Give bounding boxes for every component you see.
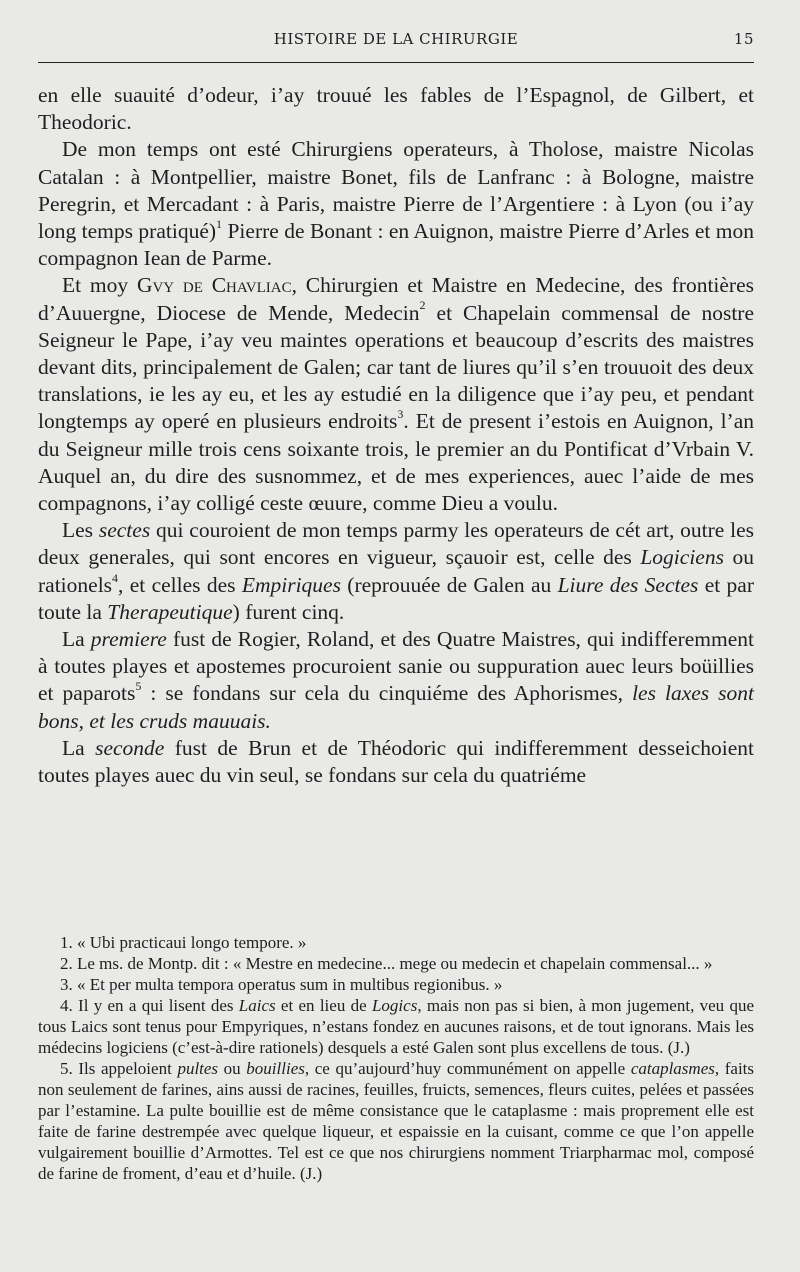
paragraph-4: Les sectes qui couroient de mon temps parmy les operateurs de cét art, outre les deux generales, qui sont encores en vigueur, sçauoir est, celle des Logiciens ou rationels$^4$, et celles des Empiriques (reprouuée de Galen au Liure des Sectes et par toute la Therapeutique) furent cinq.	[38, 518, 755, 624]
running-head	[38, 30, 754, 52]
footnote-ref-4[interactable]: 4	[112, 570, 119, 585]
paragraph-1: en elle suauité d’odeur, i’ay trouué les fables de l’Espagnol, de Gilbert, et Theodoric.	[38, 83, 754, 135]
footnote-1: 1. « Ubi practicaui longo tempore. »	[60, 933, 307, 952]
paragraph-6: La seconde fust de Brun et de Théodoric qui indifferemment desseichoient toutes playes auec du vin seul, se fondans sur cela du quatriéme	[38, 735, 754, 788]
body-text	[38, 82, 754, 789]
footnote-3: 3. « Et per multa tempora operatus sum in multibus regionibus. »	[60, 975, 503, 994]
footnote-ref-5[interactable]: 5	[135, 679, 142, 694]
footnote-ref-3[interactable]: 3	[397, 407, 404, 422]
footnote-2: 2. Le ms. de Montp. dit : « Mestre en medecine... mege ou medecin et chapelain commensal... »	[60, 954, 713, 973]
paragraph-3: Et moy Gvy de Chavliac, Chirurgien et Maistre en Medecine, des frontières d’Auuergne, Diocese de Mende, Medecin$^2$ et Chapelain commensal de nostre Seigneur le Pape, i’ay veu maintes operations et beaucoup d’escrits des maistres devant dits, principalement de Galen; car tant de liures qu’il s’en trouuoit des deux translations, ie les ay eu, et les ay estudié en la diligence que i’ay peu, et pendant longtemps ay operé en plusieurs endroits$^3$. Et de present i’estois en Auignon, l’an du Seigneur mille trois cens soixante trois, le premier an du Pontificat d’Vrbain V. Auquel an, du dire des susnommez, et de mes experiences, auec l’aide de mes compagnons, i’ay colligé ceste œuure, comme Dieu a voulu.	[38, 273, 754, 516]
author-name: Gvy de Chavliac	[136, 273, 292, 298]
footnote-ref-1[interactable]: 1	[216, 216, 223, 231]
footnote-ref-2[interactable]: 2	[419, 298, 426, 313]
page-number: 15	[733, 30, 754, 48]
footnotes	[38, 932, 754, 1184]
header-rule	[38, 62, 754, 63]
footnote-5: 5. Ils appeloient pultes ou bouillies, ce qu’aujourd’huy communément on appelle cataplasmes, faits non seulement de farines, ains aussi de racines, feuilles, fruicts, semences, fleurs cuites, pelées et passées par l’estamine. La pulte bouillie est de même consistance que le cataplasme : mais proprement elle est faite de farine destrempée avec quelque liqueur, et espaissie en la cuisant, comme ce que l’on appelle vulgairement bouillie d’Armottes. Tel est ce que nos chirurgiens nomment Triarpharmac mol, composé de farine de froment, d’eau et d’huile. (J.)	[38, 1059, 755, 1183]
paragraph-5: La premiere fust de Rogier, Roland, et des Quatre Maistres, qui indifferemment à toutes playes et apostemes procuroient sanie ou suppuration auec leurs boüillies et paparots$^5$ : se fondans sur cela du cinquiéme des Aphorismes, les laxes sont bons, et les cruds mauuais.	[38, 627, 754, 733]
running-title: HISTOIRE DE LA CHIRURGIE	[273, 30, 519, 48]
paragraph-2: De mon temps ont esté Chirurgiens operateurs, à Tholose, maistre Nicolas Catalan : à Montpellier, maistre Bonet, fils de Lanfranc : à Bologne, maistre Peregrin, et Mercadant : à Paris, maistre Pierre de l’Argentiere : à Lyon (ou i’ay long temps pratiqué)$^1$ Pierre de Bonant : en Auignon, maistre Pierre d’Arles et mon compagnon Iean de Parme.	[38, 137, 755, 271]
footnote-4: 4. Il y en a qui lisent des Laics et en lieu de Logics, mais non pas si bien, à mon jugement, veu que tous Laics sont tenus pour Empyriques, n’estans fondez en aucunes raisons, et de tout ignorans. Mais les médecins logiciens (c’est-à-dire rationels) desquels a esté Galen sont plus excellens de tous. (J.)	[38, 996, 754, 1057]
